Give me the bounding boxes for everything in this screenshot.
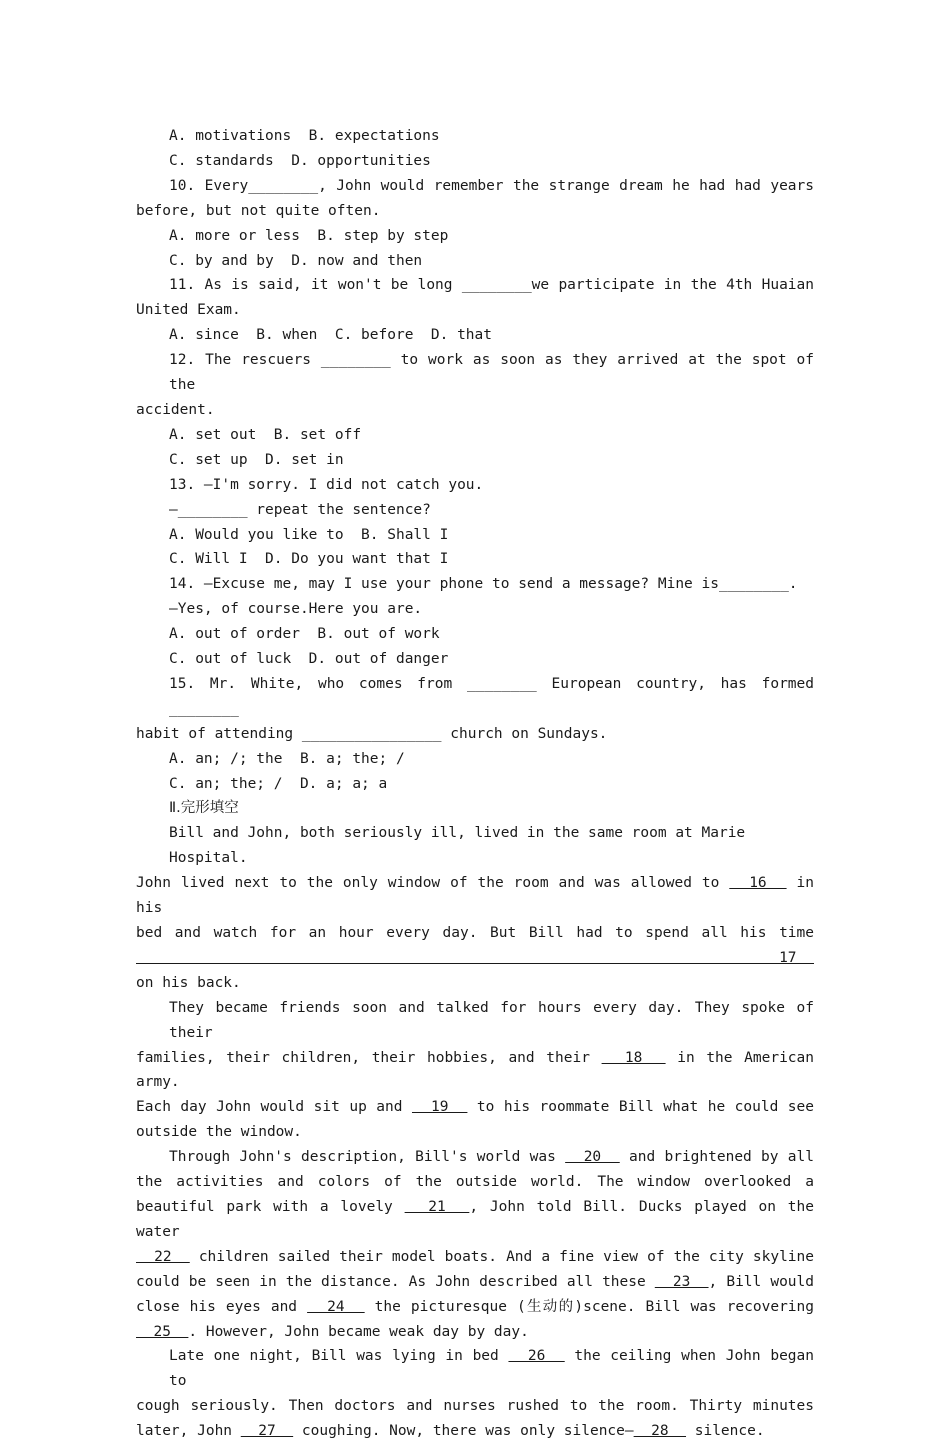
passage-text: families, their children, their hobbies, and their [136, 1049, 602, 1066]
cloze-blank: 23 [654, 1273, 709, 1290]
passage-text: beautiful park with a lovely [136, 1198, 405, 1215]
passage-text: John lived next to the only window of the room and was allowed to [136, 875, 730, 892]
cloze-blank: 24 [307, 1298, 365, 1315]
cloze-blank: 25 [136, 1323, 189, 1340]
option-line: A. since B. when C. before D. that [169, 327, 493, 344]
option-line: A. motivations B. expectations [169, 128, 440, 144]
cloze-blank: 27 [240, 1423, 294, 1440]
passage-text: Late one night, Bill was lying in bed [169, 1348, 509, 1365]
passage-line-end [136, 1120, 814, 1145]
option-line: C. an; the; / D. a; a; a [169, 775, 388, 792]
passage-paragraph-start [136, 821, 814, 871]
passage-text: in his [136, 875, 814, 917]
option-line: 14. —Excuse me, may I use your phone to send a message? Mine is________. [169, 576, 798, 593]
passage-line-end [136, 971, 814, 996]
cloze-blank: 17 [136, 949, 814, 966]
cloze-blank: 19 [411, 1099, 468, 1116]
option-line: A. Would you like to B. Shall I [169, 526, 449, 543]
passage-line [136, 1170, 814, 1195]
option-line: C. Will I D. Do you want that I [169, 551, 449, 568]
passage-line [136, 1394, 814, 1419]
passage-line [136, 1295, 814, 1320]
question-line: 10. Every________, John would remember the strange dream he had had years [169, 177, 814, 194]
passage-text: the picturesque (生动的)scene. Bill was recovering [364, 1298, 814, 1315]
option-line: C. out of luck D. out of danger [169, 651, 449, 668]
option-line: A. set out B. set off [169, 426, 362, 443]
option-line: 13. —I'm sorry. I did not catch you. [169, 476, 484, 493]
passage-text: cough seriously. Then doctors and nurses rushed to the room. Thirty minutes [136, 1398, 814, 1415]
passage-text: Bill and John, both seriously ill, lived in the same room at Marie Hospital. [169, 825, 746, 867]
cloze-blank: 21 [404, 1198, 470, 1215]
option-line: A. out of order B. out of work [169, 626, 440, 643]
passage-paragraph-start [136, 1344, 814, 1394]
question-continuation: accident. [136, 401, 215, 418]
cloze-blank: 26 [508, 1348, 565, 1365]
document-page [136, 124, 814, 1444]
option-line: A. an; /; the B. a; the; / [169, 750, 405, 767]
passage-paragraph-start [136, 1145, 814, 1170]
passage-line [136, 1270, 814, 1295]
passage-paragraph-start [136, 996, 814, 1046]
passage-line [136, 1245, 814, 1270]
passage-line [136, 921, 814, 971]
passage-text: on his back. [136, 974, 241, 991]
option-line: C. by and by D. now and then [169, 252, 423, 269]
passage-text: children sailed their model boats. And a fine view of the city skyline [189, 1248, 814, 1265]
passage-text: the activities and colors of the outside world. The window overlooked a [136, 1174, 814, 1191]
passage-line [136, 871, 814, 921]
passage-text: , Bill would [708, 1273, 814, 1290]
question-line: 15. Mr. White, who comes from ________ European country, has formed ________ [169, 675, 814, 717]
passage-text: in the American army. [136, 1049, 814, 1091]
question-continuation: before, but not quite often. [136, 202, 381, 219]
section-heading: Ⅱ.完形填空 [169, 800, 239, 817]
passage-text: and brightened by all [619, 1149, 814, 1166]
cloze-blank: 20 [565, 1149, 620, 1166]
passage-line [136, 1046, 814, 1096]
passage-text: Through John's description, Bill's world was [169, 1149, 566, 1166]
option-line: C. set up D. set in [169, 451, 344, 468]
passage-text: , John told Bill. Ducks played on the water [136, 1198, 814, 1240]
option-line: —Yes, of course.Here you are. [169, 601, 423, 618]
passage-text: bed and watch for an hour every day. But Bill had to spend all his time [136, 925, 814, 941]
cloze-blank: 22 [136, 1248, 190, 1265]
passage-text: . However, John became weak day by day. [188, 1323, 529, 1340]
passage-text: could be seen in the distance. As John described all these [136, 1273, 655, 1290]
passage-line-end [136, 1320, 814, 1345]
cloze-blank: 16 [729, 875, 787, 892]
option-line: C. standards D. opportunities [169, 152, 431, 169]
passage-text: coughing. Now, there was only silence— [293, 1423, 634, 1440]
passage-text: outside the window. [136, 1124, 302, 1141]
passage-text: Each day John would sit up and [136, 1099, 412, 1116]
passage-line-end [136, 1419, 814, 1444]
cloze-blank: 28 [633, 1423, 687, 1440]
question-continuation: habit of attending ________________ church on Sundays. [136, 725, 608, 742]
passage-text: the ceiling when John began to [169, 1348, 814, 1390]
option-line: —________ repeat the sentence? [169, 501, 431, 518]
cloze-blank: 18 [601, 1049, 666, 1066]
passage-text: close his eyes and [136, 1298, 308, 1315]
option-line: A. more or less B. step by step [169, 227, 449, 244]
question-continuation: United Exam. [136, 302, 241, 319]
question-line: 11. As is said, it won't be long ________we participate in the 4th Huaian [169, 277, 814, 294]
question-line: 12. The rescuers ________ to work as soon as they arrived at the spot of the [169, 352, 814, 394]
passage-text: later, John [136, 1423, 241, 1440]
passage-text: to his roommate Bill what he could see [467, 1099, 814, 1116]
passage-line [136, 1095, 814, 1120]
passage-text: silence. [686, 1423, 765, 1440]
passage-text: They became friends soon and talked for hours every day. They spoke of their [169, 999, 814, 1041]
passage-line [136, 1195, 814, 1245]
